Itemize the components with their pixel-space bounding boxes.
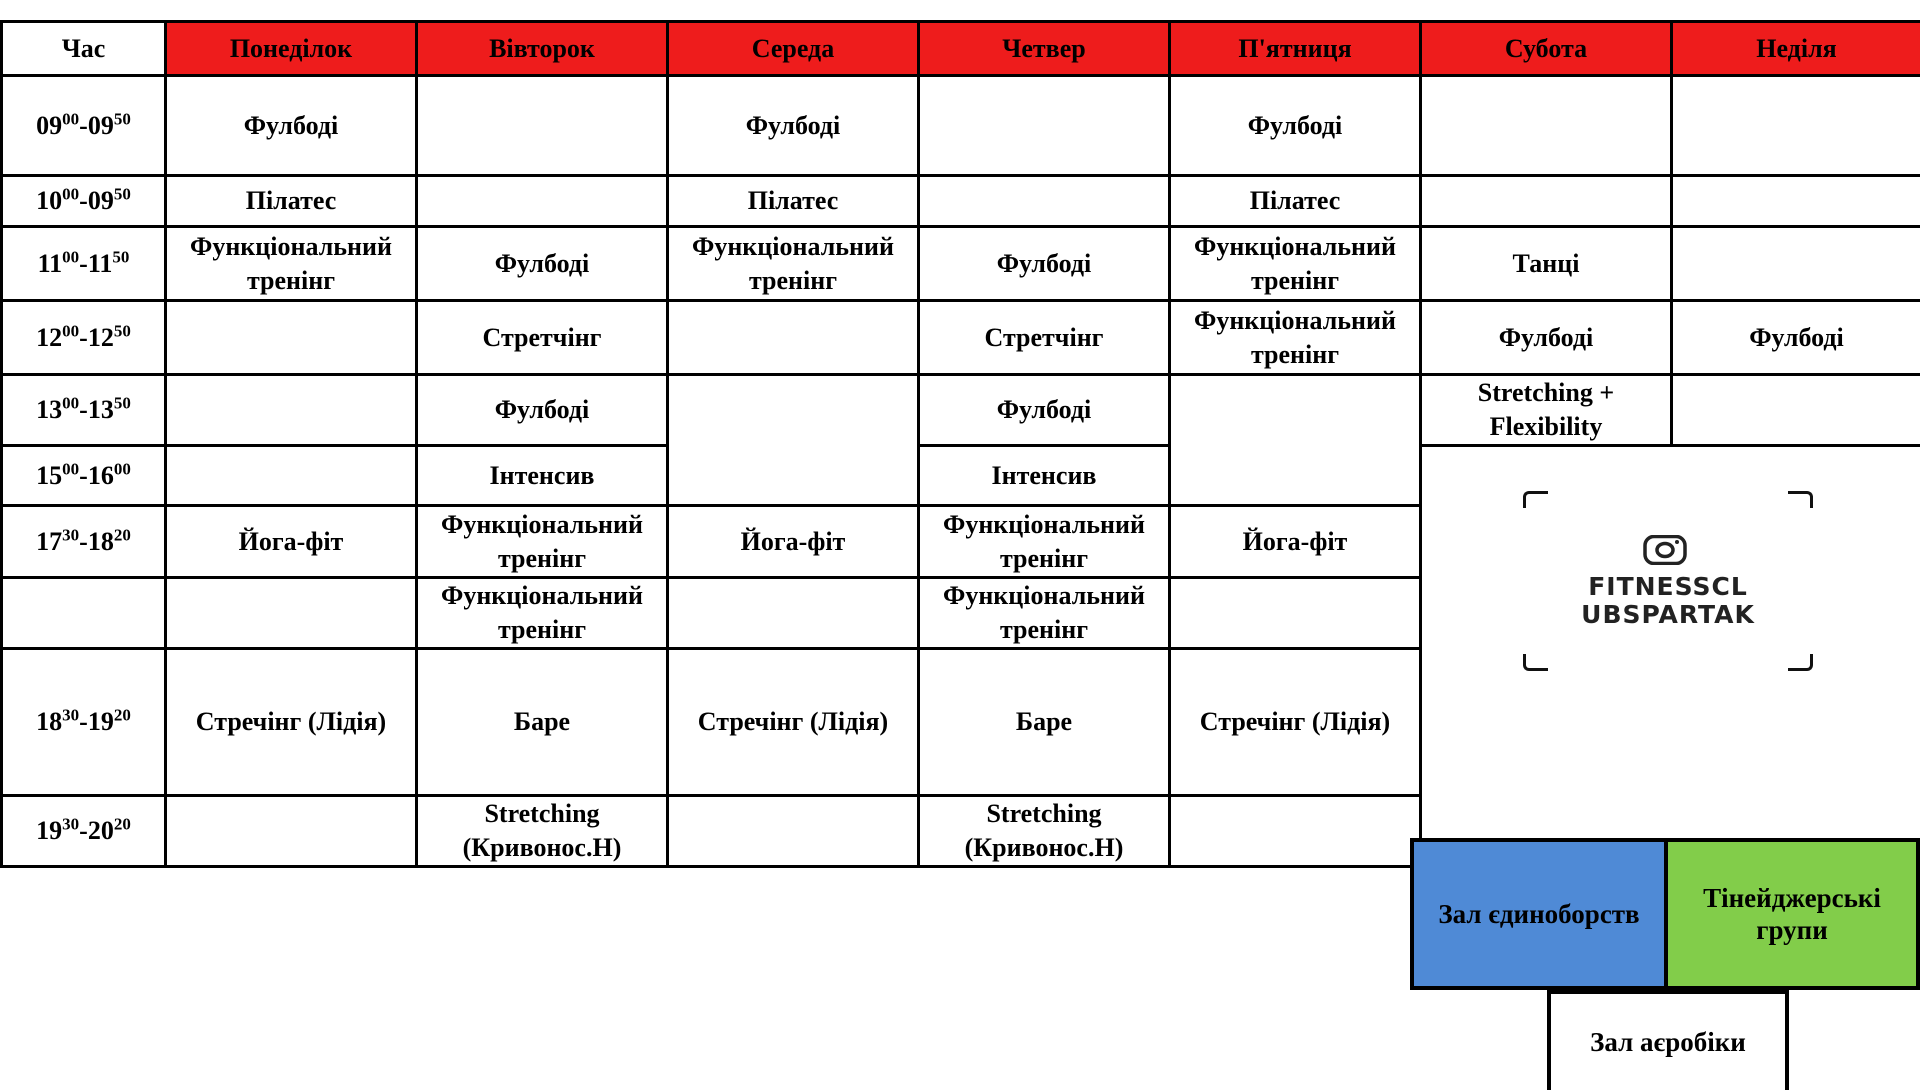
empty-cell (417, 176, 668, 227)
empty-cell (417, 76, 668, 176)
time-slot: $11^{00}-11^{50}$ (2, 227, 166, 301)
class-cell: Функціональний тренінг (919, 578, 1170, 649)
class-cell: Функціональний тренінг (417, 578, 668, 649)
class-cell: Йога-фіт (166, 506, 417, 578)
class-cell: Стретчінг (417, 301, 668, 375)
empty-cell (668, 375, 919, 506)
empty-cell (919, 76, 1170, 176)
table-row (2, 227, 1920, 301)
time-slot: $17^{30}-18^{20}$ (2, 506, 166, 578)
header-row (2, 22, 1920, 76)
class-cell: Йога-фіт (668, 506, 919, 578)
class-cell: Функціональний тренінг (417, 506, 668, 578)
class-cell: Фулбоді (1170, 76, 1421, 176)
class-cell: Баре (919, 649, 1170, 796)
class-cell: Стречінг (Лідія) (166, 649, 417, 796)
class-cell: Фулбоді (1672, 301, 1920, 375)
class-cell: Стречінг (Лідія) (1170, 649, 1421, 796)
class-cell: Фулбоді (417, 227, 668, 301)
class-cell: Функціональний тренінг (1170, 301, 1421, 375)
header-monday: Понеділок (166, 22, 417, 76)
class-cell: Баре (417, 649, 668, 796)
instagram-tag (1523, 491, 1813, 671)
empty-cell (166, 796, 417, 867)
frame-corner (1788, 654, 1813, 671)
class-cell: Фулбоді (919, 375, 1170, 446)
empty-cell (166, 578, 417, 649)
class-cell: Стречінг (Лідія) (668, 649, 919, 796)
class-cell: Пілатес (1170, 176, 1421, 227)
class-cell: Stretching (Кривонос.Н) (417, 796, 668, 867)
header-saturday: Субота (1421, 22, 1672, 76)
instagram-handle (1523, 573, 1813, 629)
class-cell: Танці (1421, 227, 1672, 301)
header-sunday: Неділя (1672, 22, 1920, 76)
class-cell: Інтенсив (919, 446, 1170, 506)
class-cell: Фулбоді (1421, 301, 1672, 375)
empty-cell (668, 301, 919, 375)
empty-cell (1170, 796, 1421, 867)
class-cell: Функціональний тренінг (919, 506, 1170, 578)
class-cell: Функціональний тренінг (166, 227, 417, 301)
frame-corner (1523, 491, 1548, 508)
header-time: Час (2, 22, 166, 76)
instagram-icon (1643, 535, 1687, 565)
time-slot (2, 578, 166, 649)
empty-cell (166, 301, 417, 375)
class-cell: Фулбоді (668, 76, 919, 176)
table-row (2, 301, 1920, 375)
frame-corner (1788, 491, 1813, 508)
empty-cell (1170, 375, 1421, 506)
instagram-handle-line2: UBSPARTAK (1581, 600, 1755, 629)
time-slot: $10^{00}-09^{50}$ (2, 176, 166, 227)
class-cell: Функціональний тренінг (668, 227, 919, 301)
class-cell: Стретчінг (919, 301, 1170, 375)
empty-cell (1672, 176, 1920, 227)
legend-martial-arts-hall: Зал єдиноборств (1410, 838, 1668, 990)
empty-cell (1421, 176, 1672, 227)
class-cell: Фулбоді (919, 227, 1170, 301)
class-cell: Фулбоді (417, 375, 668, 446)
table-row (2, 176, 1920, 227)
class-cell: Пілатес (668, 176, 919, 227)
empty-cell (1170, 578, 1421, 649)
class-cell: Stretching (Кривонос.Н) (919, 796, 1170, 867)
class-cell: Інтенсив (417, 446, 668, 506)
table-row (2, 375, 1920, 446)
time-slot: $12^{00}-12^{50}$ (2, 301, 166, 375)
class-cell: Фулбоді (166, 76, 417, 176)
empty-cell (1672, 375, 1920, 446)
time-slot: $15^{00}-16^{00}$ (2, 446, 166, 506)
legend-teen-groups: Тінейджерські групи (1664, 838, 1920, 990)
time-slot: $09^{00}-09^{50}$ (2, 76, 166, 176)
class-cell: Йога-фіт (1170, 506, 1421, 578)
schedule-table (0, 20, 1920, 868)
time-slot: $13^{00}-13^{50}$ (2, 375, 166, 446)
table-row (2, 76, 1920, 176)
header-friday: П'ятниця (1170, 22, 1421, 76)
header-wednesday: Середа (668, 22, 919, 76)
empty-cell (1672, 76, 1920, 176)
empty-cell (668, 578, 919, 649)
empty-cell (919, 176, 1170, 227)
empty-cell (166, 375, 417, 446)
empty-cell (668, 796, 919, 867)
empty-cell (1421, 76, 1672, 176)
frame-corner (1523, 654, 1548, 671)
header-tuesday: Вівторок (417, 22, 668, 76)
class-cell: Stretching + Flexibility (1421, 375, 1672, 446)
time-slot: $18^{30}-19^{20}$ (2, 649, 166, 796)
schedule-wrapper (0, 20, 1920, 868)
empty-cell (1672, 227, 1920, 301)
time-slot: $19^{30}-20^{20}$ (2, 796, 166, 867)
legend-aerobics-hall: Зал аєробіки (1547, 990, 1789, 1090)
instagram-handle-line1: FITNESSCL (1588, 572, 1748, 601)
header-thursday: Четвер (919, 22, 1170, 76)
class-cell: Функціональний тренінг (1170, 227, 1421, 301)
class-cell: Пілатес (166, 176, 417, 227)
empty-cell (166, 446, 417, 506)
